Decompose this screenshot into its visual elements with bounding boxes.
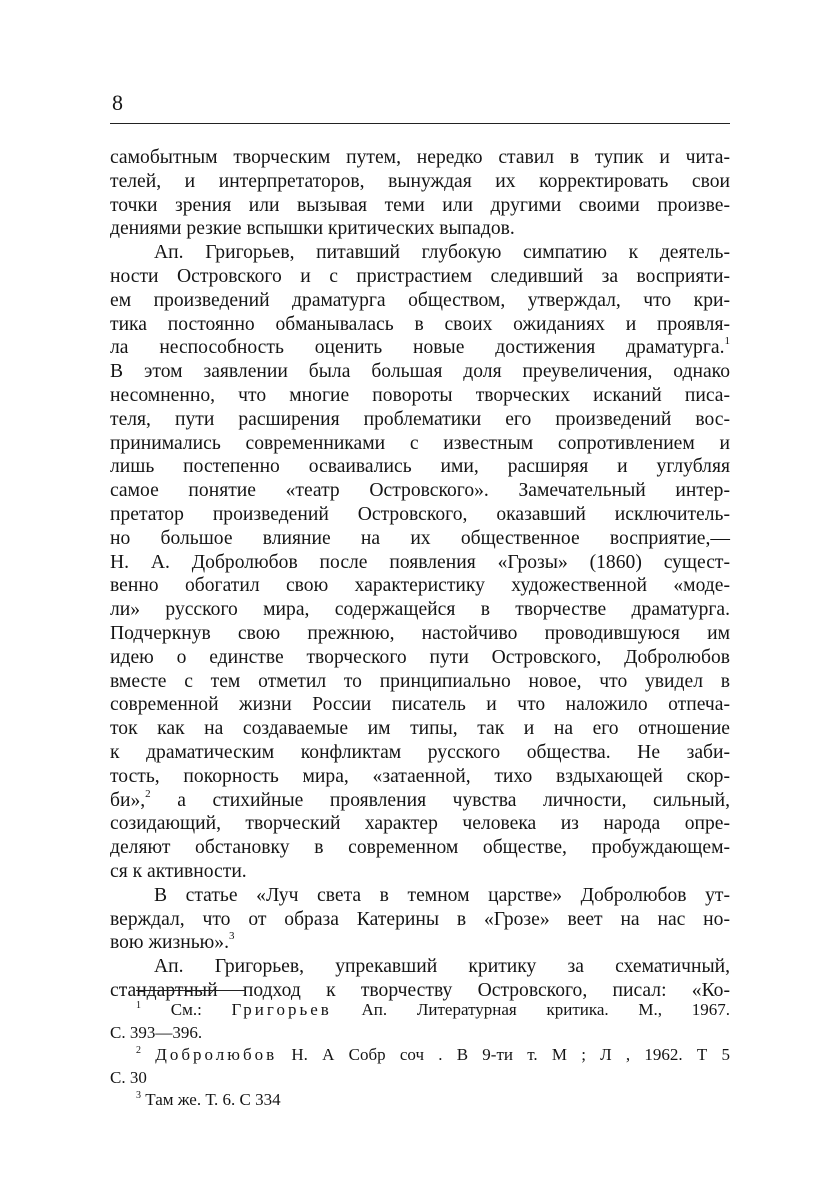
footnote-1: [110, 999, 730, 1022]
text-line: ем произведений драматурга обществом, утверждал, что кри-: [110, 289, 730, 311]
text-line: верждал, что от образа Катерины в «Грозе» веет на нас но-: [110, 908, 730, 930]
footnote-mark: 1: [724, 335, 730, 348]
text-line: дениями резкие вспышки критических выпадов.: [110, 218, 515, 240]
text-line: вместе с тем отметил то принципиально новое, что увидел в: [110, 670, 730, 692]
footnote-author: Добролюбов: [155, 1045, 278, 1064]
footnote-number: 2: [136, 1045, 141, 1056]
text-line: [110, 789, 730, 813]
footnote-number: 3: [136, 1090, 141, 1101]
footnote-text: Там же. Т. 6. С 334: [141, 1090, 281, 1109]
text-line: ток как на создаваемые им типы, так и на его отношение: [110, 718, 730, 740]
header-rule: [110, 123, 730, 124]
footnote-rule: [136, 990, 246, 991]
text-line: тика постоянно обманывалась в своих ожиданиях и проявля-: [110, 313, 730, 335]
text-line: ности Островского и с пристрастием следивший за восприяти-: [110, 265, 730, 287]
footnote-mark: 3: [228, 930, 235, 943]
footnote-text: Н. А Собр соч . В 9-ти т. М ; Л , 1962. Т 5: [277, 1045, 730, 1064]
text-line: самобытным творческим путем, нередко ставил в тупик и чита-: [110, 147, 730, 168]
footnote-author: Григорьев: [231, 1000, 332, 1019]
text-line: Ап. Григорьев, упрекавший критику за схематичный,: [154, 956, 730, 978]
footnote-number: 1: [136, 1000, 141, 1011]
text-fragment: ла неспособность оценить новые достижения драматурга.: [110, 337, 725, 359]
text-line: деляют обстановку в современном обществе, пробуждающем-: [110, 837, 730, 859]
text-line: Подчеркнув свою прежнюю, настойчиво проводившуюся им: [110, 622, 730, 644]
footnote-1-cont: С. 393—396.: [110, 1022, 203, 1042]
footnote-text: Ап. Литературная критика. М., 1967.: [331, 1000, 730, 1019]
footnote-see: См.:: [170, 1000, 232, 1019]
text-line: точки зрения или вызывая теми или другими своими произве-: [110, 194, 730, 216]
footnote-2: [110, 1044, 730, 1067]
text-line: венно обогатил свою характеристику художественной «моде-: [110, 575, 730, 597]
text-line: стандартный подход к творчеству Островского, писал: «Ко-: [110, 979, 730, 1001]
text-line: созидающий, творческий характер человека из народа опре-: [110, 813, 730, 835]
text-line: В статье «Луч света в темном царстве» Добролюбов ут-: [154, 884, 730, 906]
text-line: Н. А. Добролюбов после появления «Грозы» (1860) сущест-: [110, 551, 730, 573]
text-line: теля, пути расширения проблематики его произведений вос-: [110, 408, 730, 430]
text-line: претатор произведений Островского, оказавший исключитель-: [110, 503, 730, 525]
text-line: ся к активности.: [110, 860, 247, 882]
footnote-2-cont: С. 30: [110, 1067, 147, 1087]
text-line: ли» русского мира, содержащейся в творчестве драматурга.: [110, 599, 730, 621]
text-line: В этом заявлении была большая доля преувеличения, однако: [110, 361, 730, 383]
footnote-mark: 2: [145, 787, 151, 800]
text-line: [110, 336, 730, 360]
text-line: Ап. Григорьев, питавший глубокую симпатию к деятель-: [154, 242, 730, 264]
text-fragment: а стихийные проявления чувства личности, сильный,: [150, 789, 730, 811]
text-line: тость, покорность мира, «затаенной, тихо вздыхающей скор-: [110, 765, 730, 787]
text-line: телей, и интерпретаторов, вынуждая их корректировать свои: [110, 170, 730, 192]
text-line: идею о единстве творческого пути Островского, Добролюбов: [110, 646, 730, 668]
text-fragment: би»,: [110, 789, 146, 811]
page-number: 8: [112, 90, 123, 115]
text-line: самое понятие «театр Островского». Замечательный интер-: [110, 480, 730, 502]
text-line: к драматическим конфликтам русского общества. Не заби-: [110, 741, 730, 763]
text-line: но большое влияние на их общественное восприятие,—: [110, 527, 730, 549]
text-line: лишь постепенно осваивались ими, расширяя и углубляя: [110, 456, 730, 478]
text-line: [110, 931, 730, 955]
footnote-3: [110, 1089, 730, 1112]
text-line: принимались современниками с известным сопротивлением и: [110, 432, 730, 454]
body-text: [110, 146, 730, 1003]
footnotes: [110, 999, 730, 1112]
text-line: современной жизни России писатель и что наложило отпеча-: [110, 694, 730, 716]
text-fragment: вою жизнью».: [110, 932, 229, 954]
text-line: несомненно, что многие повороты творческих исканий писа-: [110, 384, 730, 406]
